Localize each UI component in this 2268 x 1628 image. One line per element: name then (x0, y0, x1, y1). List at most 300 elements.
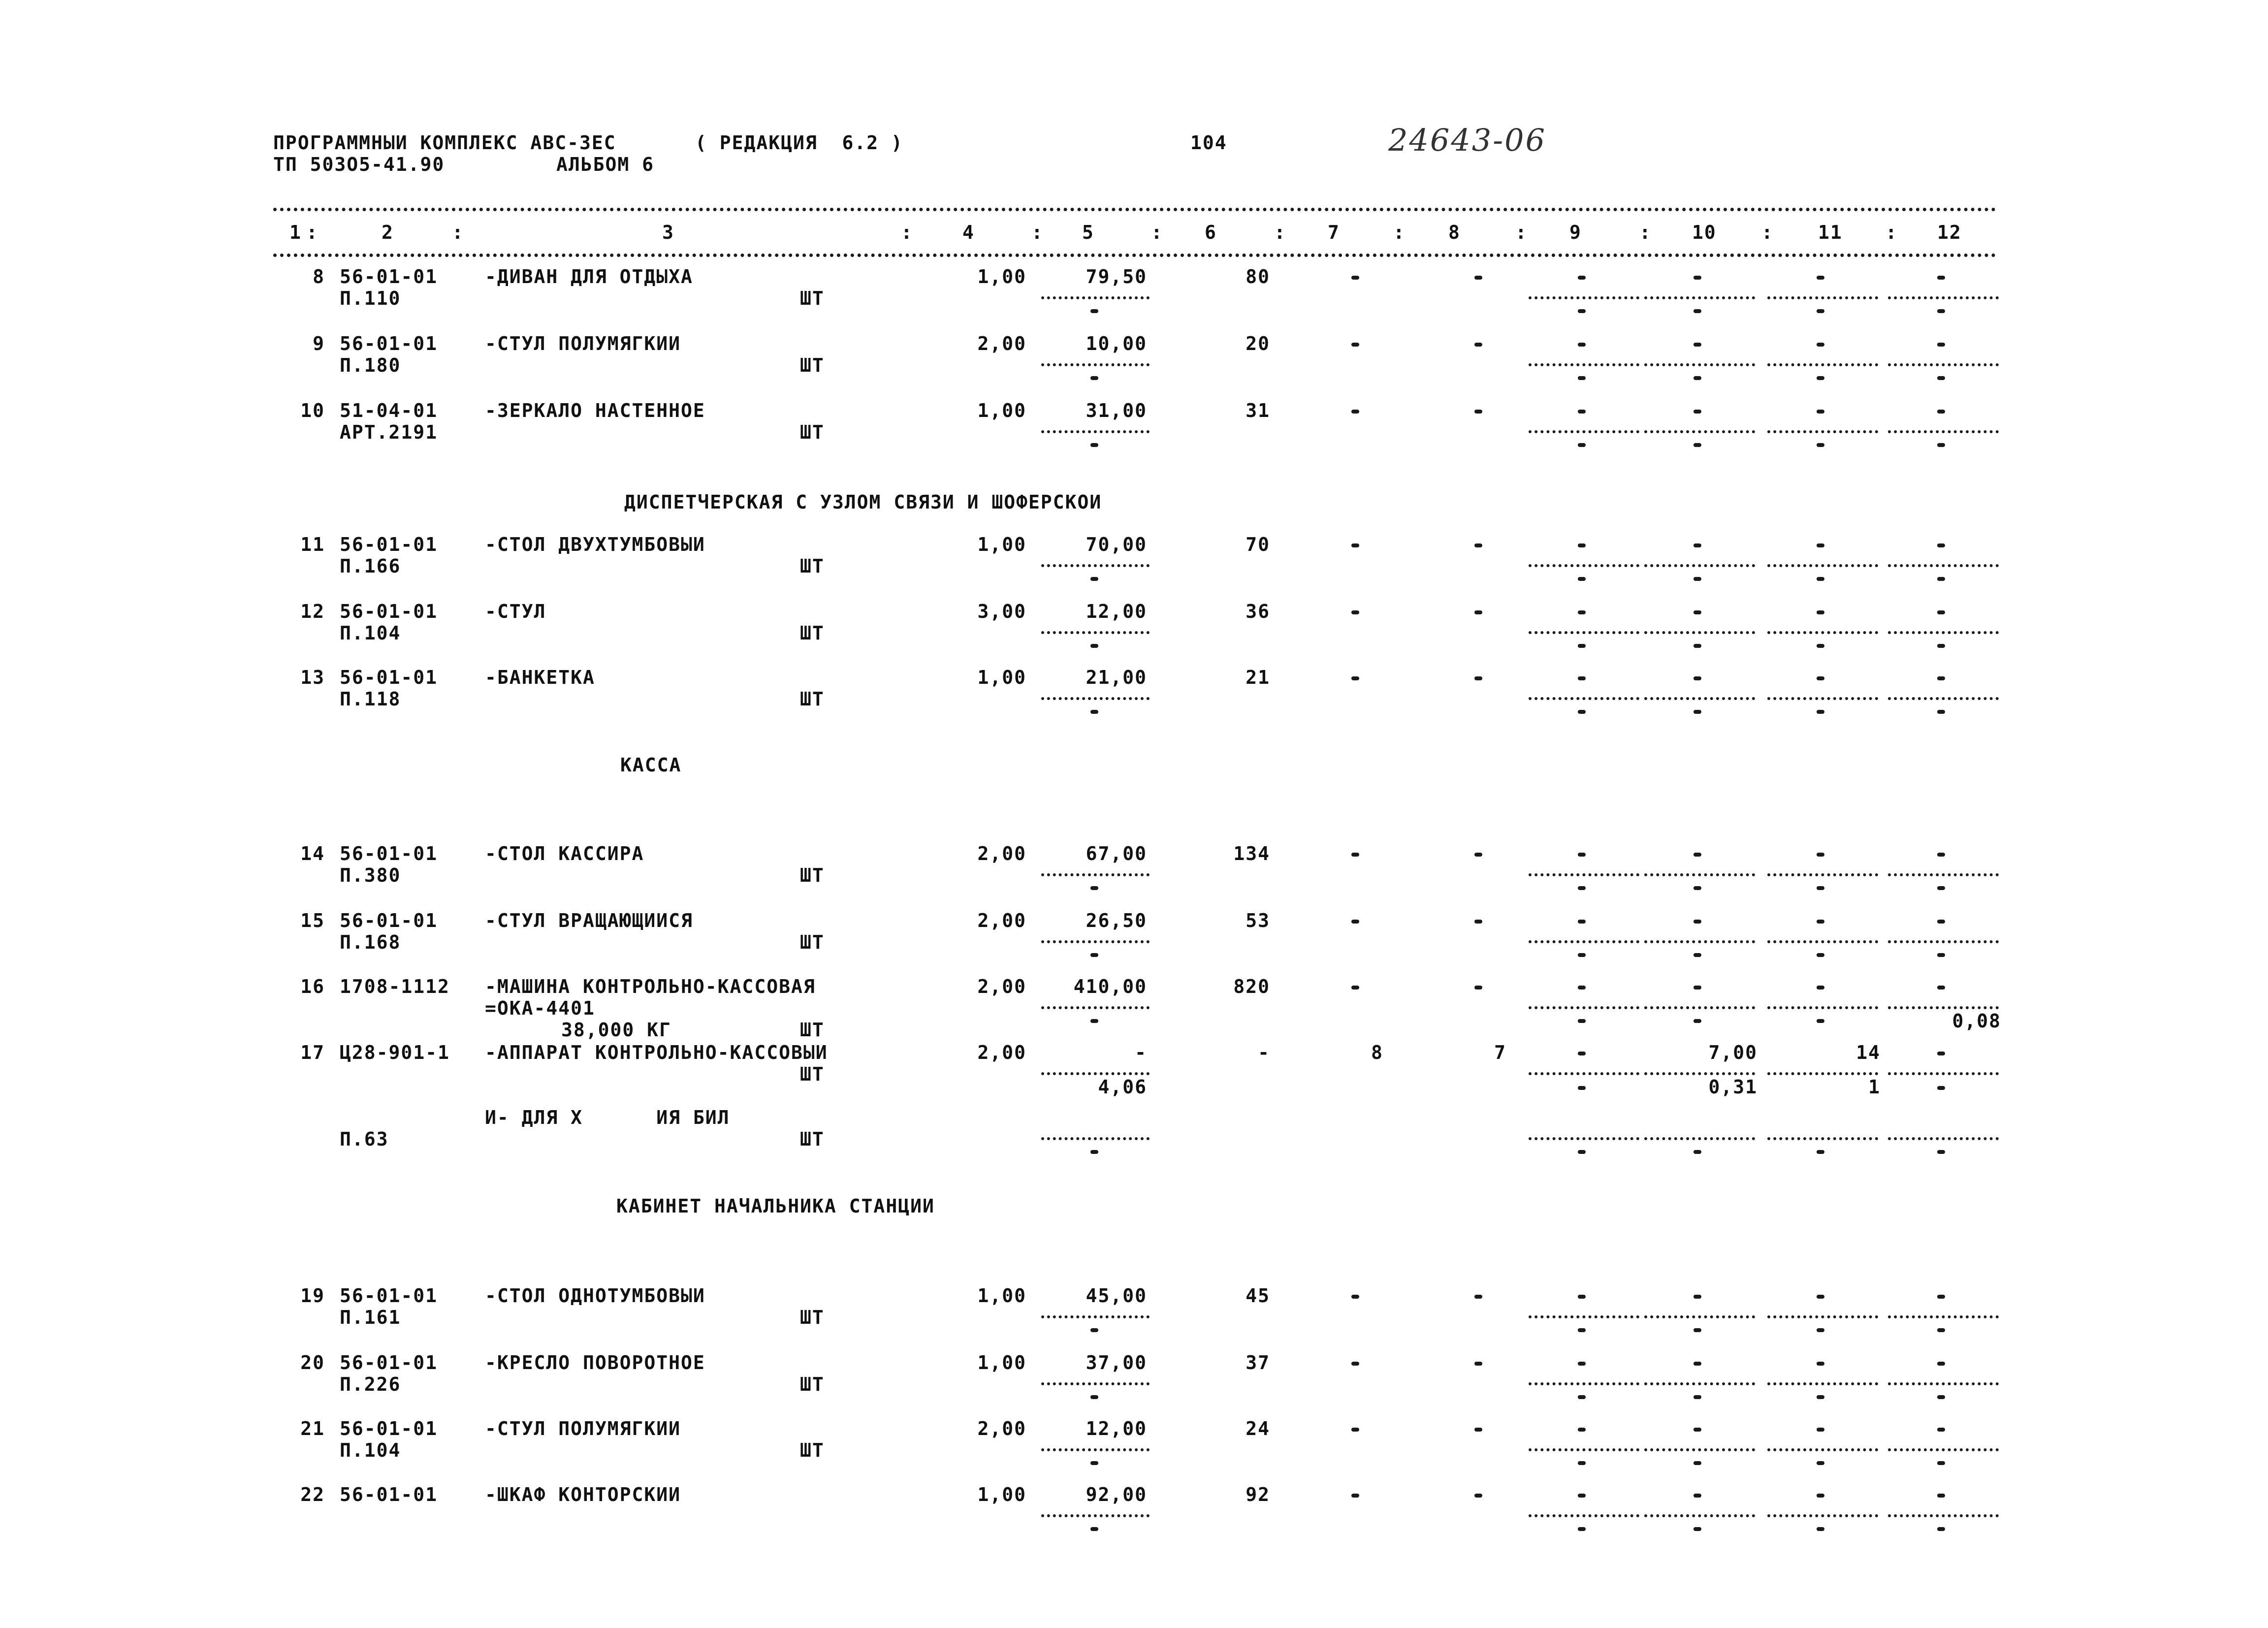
row-sub-dash-col11 (1817, 886, 1824, 890)
row-price-dash2 (1090, 309, 1098, 313)
row-number: 22 (300, 1484, 325, 1505)
row-code: Ц28-901-1 (340, 1042, 450, 1063)
row-number: 15 (300, 910, 325, 931)
row-quantity: 3,00 (977, 601, 1026, 622)
row-subline-col12 (1888, 430, 1999, 433)
row-total: 80 (1246, 266, 1270, 287)
row-subline-col10 (1644, 1382, 1755, 1385)
row-price: 12,00 (1086, 1418, 1147, 1439)
row-col12-dash (1937, 1052, 1945, 1055)
row-subline-col12 (1888, 296, 1999, 299)
col-separator: : (452, 222, 464, 243)
row-price-subline (1041, 564, 1150, 567)
row-price: 410,00 (1073, 976, 1147, 997)
row-col12-dash (1937, 853, 1945, 857)
row-total: 24 (1246, 1418, 1270, 1439)
row-col9-dash (1578, 343, 1586, 347)
row-price: 37,00 (1086, 1352, 1147, 1373)
row-name: -СТУЛ (485, 601, 546, 622)
row-code: 56-01-01 (340, 1484, 438, 1505)
row-col9-dash (1578, 543, 1586, 547)
row-col9-dash (1578, 610, 1586, 614)
row-total: 53 (1246, 910, 1270, 931)
row-col7-dash (1351, 986, 1359, 990)
row-number: 10 (300, 400, 325, 421)
row-quantity: 1,00 (977, 534, 1026, 555)
row-col11-dash (1817, 276, 1824, 280)
row-price: 26,50 (1086, 910, 1147, 931)
row-col10-dash (1693, 1428, 1701, 1432)
row-subline-col12 (1888, 564, 1999, 567)
row-price-subline (1041, 363, 1150, 366)
row-col9-dash (1578, 1052, 1586, 1055)
row-unit: ШТ (800, 354, 825, 376)
row-sub-dash-col9 (1578, 1527, 1586, 1531)
row-price: 79,50 (1086, 266, 1147, 287)
col-header: 5 (1082, 222, 1094, 243)
section-title-cabinet: КАБИНЕТ НАЧАЛЬНИКА СТАНЦИИ (616, 1195, 935, 1217)
row-code: 56-01-01 (340, 1418, 438, 1439)
row-code: 56-01-01 (340, 266, 438, 287)
row-col8-dash (1474, 986, 1482, 990)
row-total: 45 (1246, 1285, 1270, 1307)
row-code: 56-01-01 (340, 1285, 438, 1307)
row-col7-dash (1351, 676, 1359, 680)
row-sub-dash-col9 (1578, 376, 1586, 380)
row-sub-dash-col12 (1937, 1395, 1945, 1399)
row-col11-second: 1 (1868, 1076, 1881, 1098)
row-price-subline (1041, 1514, 1150, 1517)
row-sub-dash-col9 (1578, 644, 1586, 648)
row-sub-dash-col12 (1937, 1527, 1945, 1531)
row-total: 70 (1246, 534, 1270, 555)
row-sub-dash-col11 (1817, 577, 1824, 581)
row-sub-dash-col10 (1693, 886, 1701, 890)
row-subline-col9 (1529, 940, 1639, 943)
row-code: 56-01-01 (340, 667, 438, 688)
row-price-dash2 (1090, 886, 1098, 890)
row-col9-dash (1578, 410, 1586, 414)
page-number: 104 (1190, 132, 1227, 154)
row-subline-col11 (1767, 940, 1878, 943)
row-code: 56-01-01 (340, 910, 438, 931)
row-col7-dash (1351, 610, 1359, 614)
row-number: 12 (300, 601, 325, 622)
row-price-subline (1041, 697, 1150, 700)
row-col10-dash (1693, 920, 1701, 924)
row-sub-dash-col9 (1578, 1019, 1586, 1023)
row-name: -СТУЛ ПОЛУМЯГКИИ (485, 333, 681, 354)
row-name: -ДИВАН ДЛЯ ОТДЫХА (485, 266, 693, 287)
row-price-dash2 (1090, 1150, 1098, 1154)
row-name: -ЗЕРКАЛО НАСТЕННОЕ (485, 400, 705, 421)
row-col10-second: 0,31 (1708, 1076, 1757, 1098)
row-number: 14 (300, 843, 325, 864)
row-number: 20 (300, 1352, 325, 1373)
row-quantity: 1,00 (977, 1484, 1026, 1505)
row-sub-dash-col11 (1817, 1328, 1824, 1332)
row-subline-col10 (1644, 564, 1755, 567)
row-quantity: 2,00 (977, 333, 1026, 354)
row-col10-dash (1693, 410, 1701, 414)
row-price-dash2 (1090, 644, 1098, 648)
row-col11-dash (1817, 410, 1824, 414)
col-header: 9 (1569, 222, 1582, 243)
row-subline-col10 (1644, 1514, 1755, 1517)
row-col11-dash (1817, 1428, 1824, 1432)
row-name: -СТОЛ КАССИРА (485, 843, 644, 864)
row-reference: П.226 (340, 1373, 401, 1395)
row-subline-col12 (1888, 1382, 1999, 1385)
row-sub-dash-col10 (1693, 577, 1701, 581)
row-number: 17 (300, 1042, 325, 1063)
col-header: 10 (1692, 222, 1717, 243)
row-col12-dash (1937, 986, 1945, 990)
row-subline-col9 (1529, 631, 1639, 634)
row-reference: П.166 (340, 555, 401, 577)
row-name: -СТУЛ ВРАЩАЮЩИИСЯ (485, 910, 693, 931)
row-price: 21,00 (1086, 667, 1147, 688)
row-price: - (1135, 1042, 1147, 1063)
row-col8-dash (1474, 1295, 1482, 1299)
row-col9-dash (1578, 920, 1586, 924)
row-name: -АППАРАТ КОНТРОЛЬНО-КАССОВЫИ (485, 1042, 828, 1063)
row-col10-dash (1693, 1494, 1701, 1498)
row-sub-dash-col12 (1937, 1328, 1945, 1332)
row-col7: 8 (1371, 1042, 1383, 1063)
row-price-second: 4,06 (1098, 1076, 1147, 1098)
row-sub-dash-col11 (1817, 1019, 1824, 1023)
row-sub-dash-col11 (1817, 1395, 1824, 1399)
row-quantity: 1,00 (977, 1352, 1026, 1373)
row-price-subline (1041, 631, 1150, 634)
row-col11-dash (1817, 1295, 1824, 1299)
row-price-dash2 (1090, 376, 1098, 380)
row-col10-dash (1693, 853, 1701, 857)
row-col7-dash (1351, 1428, 1359, 1432)
row-name-line2: =ОКА-4401 (485, 997, 595, 1019)
row-col7-dash (1351, 1362, 1359, 1366)
col-separator: : (1274, 222, 1286, 243)
row-col9-dash (1578, 276, 1586, 280)
row-subline-col12 (1888, 363, 1999, 366)
section-title-kassa: КАССА (620, 754, 682, 776)
col-header: 11 (1818, 222, 1843, 243)
col-separator: : (1151, 222, 1163, 243)
col-separator: : (1761, 222, 1774, 243)
row-quantity: 2,00 (977, 1418, 1026, 1439)
col-header: 6 (1205, 222, 1217, 243)
row-col11-dash (1817, 1494, 1824, 1498)
row-price-dash2 (1090, 1019, 1098, 1023)
row-name: -КРЕСЛО ПОВОРОТНОЕ (485, 1352, 705, 1373)
row-col8-dash (1474, 543, 1482, 547)
row-code: 56-01-01 (340, 1352, 438, 1373)
row-number: 19 (300, 1285, 325, 1307)
row-code: 56-01-01 (340, 843, 438, 864)
row-reference: П.180 (340, 354, 401, 376)
row-col7-dash (1351, 853, 1359, 857)
row-col11-dash (1817, 610, 1824, 614)
row-subline-col9 (1529, 873, 1639, 876)
row-total: - (1258, 1042, 1270, 1063)
row-price-dash2 (1090, 710, 1098, 714)
edition-label: ( РЕДАКЦИЯ 6.2 ) (695, 132, 903, 154)
row-sub-dash-col11 (1817, 953, 1824, 957)
row-total: 36 (1246, 601, 1270, 622)
row-number: 21 (300, 1418, 325, 1439)
row-quantity: 1,00 (977, 1285, 1026, 1307)
row-subline-col9 (1529, 1315, 1639, 1318)
row-sub-dash-col10 (1693, 443, 1701, 447)
row-col11-dash (1817, 543, 1824, 547)
row-code: 51-04-01 (340, 400, 438, 421)
row-sub-dash-col11 (1817, 443, 1824, 447)
row-sub-dash-col10 (1693, 710, 1701, 714)
row-col10-dash (1693, 676, 1701, 680)
row-sub-dash-col9 (1578, 1461, 1586, 1465)
row-sub-dash-col9 (1578, 1395, 1586, 1399)
row-col11-dash (1817, 986, 1824, 990)
row-subline-col11 (1767, 430, 1878, 433)
col-header: 1 (289, 222, 302, 243)
row-col8-dash (1474, 410, 1482, 414)
row-col12-dash (1937, 1428, 1945, 1432)
row-price-subline (1041, 873, 1150, 876)
row-sub-dash-col10 (1693, 1019, 1701, 1023)
row-unit: ШТ (800, 287, 825, 309)
row-subline-col10 (1644, 631, 1755, 634)
row-col10-dash (1693, 1362, 1701, 1366)
row-col8-dash (1474, 1494, 1482, 1498)
row-sub-dash-col9 (1578, 710, 1586, 714)
row-price-dash2 (1090, 443, 1098, 447)
row-price-subline (1041, 940, 1150, 943)
row-col8-dash (1474, 1428, 1482, 1432)
section-title-dispatch: ДИСПЕТЧЕРСКАЯ С УЗЛОМ СВЯЗИ И ШОФЕРСКОИ (624, 491, 1102, 513)
row-col8-dash (1474, 853, 1482, 857)
row-quantity: 1,00 (977, 266, 1026, 287)
row-price-subline (1041, 1072, 1150, 1075)
row-subline-col10 (1644, 1448, 1755, 1451)
row-subline-col10 (1644, 430, 1755, 433)
row-unit: ШТ (800, 1019, 825, 1041)
row-unit: ШТ (800, 1307, 825, 1328)
row-price: 70,00 (1086, 534, 1147, 555)
row-price: 31,00 (1086, 400, 1147, 421)
row-sub-dash-col11 (1817, 1527, 1824, 1531)
row-col10: 7,00 (1708, 1042, 1757, 1063)
row-col12-dash (1937, 276, 1945, 280)
col-header: 4 (962, 222, 975, 243)
row-col8-dash (1474, 676, 1482, 680)
row-unit: ШТ (800, 1439, 825, 1461)
row-col8-dash (1474, 1362, 1482, 1366)
col-header: 2 (382, 222, 394, 243)
row-subline-col12 (1888, 1315, 1999, 1318)
row-reference: П.63 (340, 1128, 389, 1150)
row-subline-col11 (1767, 564, 1878, 567)
row-col11-dash (1817, 343, 1824, 347)
row-subline-col10 (1644, 873, 1755, 876)
row-col12-second: 0,08 (1952, 1010, 2001, 1032)
row-sub-dash-col12 (1937, 577, 1945, 581)
row-col10-dash (1693, 1295, 1701, 1299)
row-number: 9 (313, 333, 325, 354)
row-quantity: 2,00 (977, 1042, 1026, 1063)
row-reference: П.110 (340, 287, 401, 309)
row-price-subline (1041, 1006, 1150, 1009)
row-total: 20 (1246, 333, 1270, 354)
row-sub-dash-col12 (1937, 309, 1945, 313)
row-name: -МАШИНА КОНТРОЛЬНО-КАССОВАЯ (485, 976, 816, 997)
row-sub-dash-col12 (1937, 710, 1945, 714)
row-col12-dash (1937, 410, 1945, 414)
row-number: 8 (313, 266, 325, 287)
row-subline-col11 (1767, 1072, 1878, 1075)
row-subline-col9 (1529, 1448, 1639, 1451)
row-subline-col11 (1767, 1514, 1878, 1517)
row-price-subline (1041, 430, 1150, 433)
album-label: АЛЬБОМ 6 (556, 154, 655, 175)
row-subline-col12 (1888, 873, 1999, 876)
col-separator: : (1515, 222, 1528, 243)
row-subline-col9 (1529, 296, 1639, 299)
row-sub-dash-col12 (1937, 953, 1945, 957)
row-reference: АРТ.2191 (340, 421, 438, 443)
row-sub-dash-col12 (1937, 1461, 1945, 1465)
row-unit: ШТ (800, 622, 825, 644)
row-col12-dash (1937, 676, 1945, 680)
row-sub-dash-col10 (1693, 1461, 1701, 1465)
row-unit: ШТ (800, 1128, 825, 1150)
row-subline-col11 (1767, 363, 1878, 366)
row-price: 67,00 (1086, 843, 1147, 864)
row-reference: П.380 (340, 864, 401, 886)
row-col11-dash (1817, 1362, 1824, 1366)
row-col10-dash (1693, 610, 1701, 614)
row-col11-dash (1817, 853, 1824, 857)
row-col11-dash (1817, 920, 1824, 924)
row-quantity: 2,00 (977, 910, 1026, 931)
row-reference: П.104 (340, 1439, 401, 1461)
row-sub-dash-col10 (1693, 1527, 1701, 1531)
row-name: -ШКАФ КОНТОРСКИИ (485, 1484, 681, 1505)
row-col12-dash (1937, 543, 1945, 547)
row-subline-col10 (1644, 697, 1755, 700)
row-col12-dash (1937, 610, 1945, 614)
col-separator: : (901, 222, 913, 243)
row-unit: ШТ (800, 1063, 825, 1085)
row-name: -СТОЛ ДВУХТУМБОВЫИ (485, 534, 705, 555)
row-col9-dash (1578, 1494, 1586, 1498)
row-price-subline (1041, 1382, 1150, 1385)
row-quantity: 2,00 (977, 976, 1026, 997)
row-col9-dash (1578, 853, 1586, 857)
row-subline-col12 (1888, 697, 1999, 700)
col-header: 7 (1328, 222, 1340, 243)
row-unit: ШТ (800, 555, 825, 577)
row-sub-dash-col12 (1937, 443, 1945, 447)
row-col9-dash2 (1578, 1086, 1586, 1090)
row-total: 31 (1246, 400, 1270, 421)
row-subline-col9 (1529, 430, 1639, 433)
col-header: 8 (1448, 222, 1461, 243)
row-price-subline (1041, 1137, 1150, 1140)
col-separator: : (1393, 222, 1406, 243)
row-col12-dash (1937, 920, 1945, 924)
row-subline-col9 (1529, 1382, 1639, 1385)
row-sub-dash-col11 (1817, 1150, 1824, 1154)
row-total: 134 (1233, 843, 1270, 864)
row-reference: П.161 (340, 1307, 401, 1328)
row-code: 56-01-01 (340, 333, 438, 354)
row-sub-dash-col9 (1578, 886, 1586, 890)
row-sub-dash-col9 (1578, 1150, 1586, 1154)
row-subline-col10 (1644, 296, 1755, 299)
row-subline-col9 (1529, 1514, 1639, 1517)
row-subline-col12 (1888, 1448, 1999, 1451)
row-total: 37 (1246, 1352, 1270, 1373)
row-sub-dash-col10 (1693, 644, 1701, 648)
row-sub-dash-col10 (1693, 1395, 1701, 1399)
row-subline-col12 (1888, 1072, 1999, 1075)
row-col12-dash (1937, 1362, 1945, 1366)
row-price-dash2 (1090, 1395, 1098, 1399)
tp-number: ТП 503О5-41.90 (273, 154, 445, 175)
row-sub-dash-col9 (1578, 953, 1586, 957)
row-name: -БАНКЕТКА (485, 667, 595, 688)
row-col10-dash (1693, 343, 1701, 347)
row-subline-col9 (1529, 1006, 1639, 1009)
row-subline-col12 (1888, 1006, 1999, 1009)
row-col10-dash (1693, 986, 1701, 990)
program-title: ПРОГРАММНЫИ КОМПЛЕКС АВС-3ЕС (273, 132, 616, 154)
col-header: 12 (1937, 222, 1962, 243)
row-col8-dash (1474, 610, 1482, 614)
row-sub-dash-col10 (1693, 953, 1701, 957)
row-unit: ШТ (800, 864, 825, 886)
row-unit: ШТ (800, 688, 825, 710)
row-col12-dash2 (1937, 1086, 1945, 1090)
row-number: 16 (300, 976, 325, 997)
row-col8: 7 (1494, 1042, 1506, 1063)
row-subline-col11 (1767, 1137, 1878, 1140)
row-name: И- ДЛЯ Х ИЯ БИЛ (485, 1107, 730, 1128)
row-col12-dash (1937, 1295, 1945, 1299)
row-subline-col10 (1644, 363, 1755, 366)
row-sub-dash-col11 (1817, 644, 1824, 648)
row-reference: П.118 (340, 688, 401, 710)
row-name: -СТУЛ ПОЛУМЯГКИИ (485, 1418, 681, 1439)
row-col10-dash (1693, 543, 1701, 547)
row-col8-dash (1474, 920, 1482, 924)
row-sub-dash-col11 (1817, 1461, 1824, 1465)
row-price-subline (1041, 1315, 1150, 1318)
row-subline-col11 (1767, 631, 1878, 634)
row-quantity: 1,00 (977, 400, 1026, 421)
row-subline-col11 (1767, 1448, 1878, 1451)
row-code: 56-01-01 (340, 601, 438, 622)
row-quantity: 1,00 (977, 667, 1026, 688)
header-rule-bottom (273, 254, 1996, 257)
row-col11: 14 (1856, 1042, 1881, 1063)
row-total: 21 (1246, 667, 1270, 688)
row-subline-col9 (1529, 363, 1639, 366)
row-number: 13 (300, 667, 325, 688)
row-price-dash2 (1090, 1527, 1098, 1531)
row-subline-col11 (1767, 1006, 1878, 1009)
